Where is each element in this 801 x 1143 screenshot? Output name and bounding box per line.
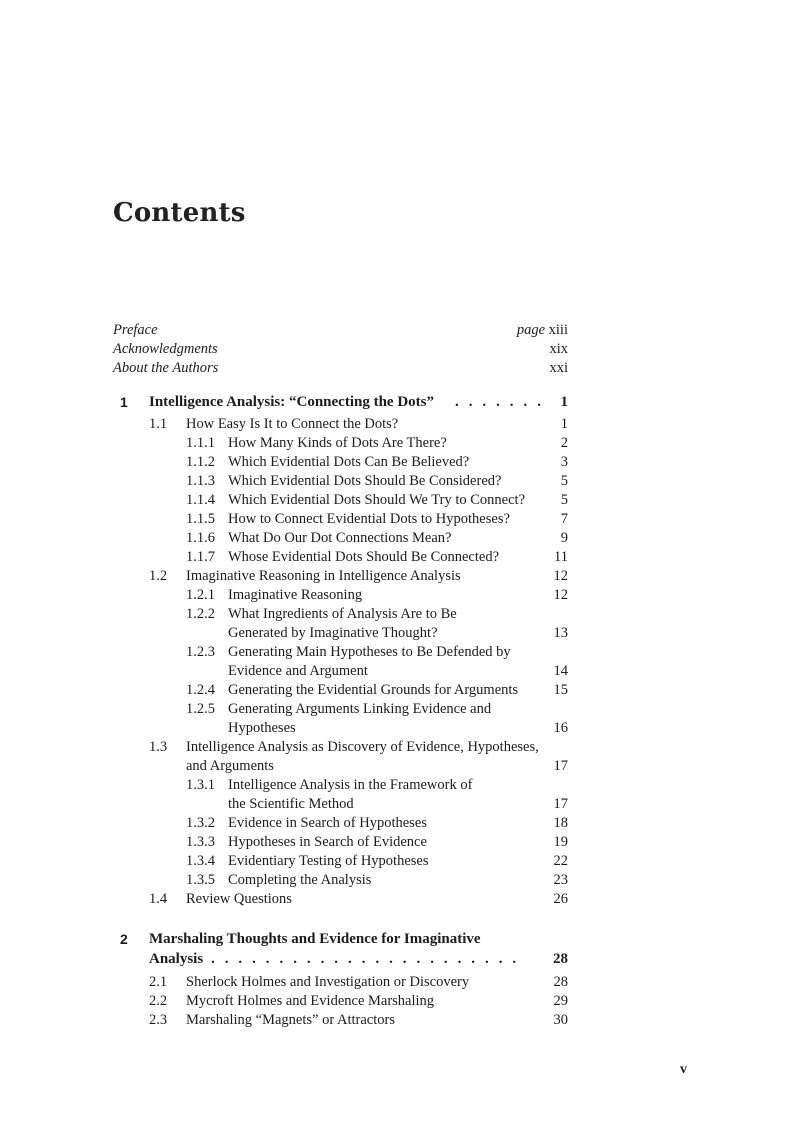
toc-entry-title: Whose Evidential Dots Should Be Connected?	[228, 549, 500, 565]
toc-section[interactable]	[0, 973, 801, 992]
toc-entry-continuation[interactable]	[0, 757, 801, 776]
toc-subsection[interactable]	[0, 453, 801, 472]
toc-subsection[interactable]	[0, 776, 801, 795]
toc-entry-title: How to Connect Evidential Dots to Hypotheses?	[228, 511, 510, 527]
toc-subsection[interactable]	[0, 700, 801, 719]
toc-entry-continuation[interactable]	[0, 624, 801, 643]
toc-entry-title: Mycroft Holmes and Evidence Marshaling	[186, 993, 435, 1009]
page-prefix: page	[516, 322, 546, 338]
toc-entry-number: 1.1.3	[186, 473, 215, 489]
toc-subsection[interactable]	[0, 434, 801, 453]
toc-entry-number: 1.3.3	[186, 834, 215, 850]
toc-entry-page: 17	[553, 758, 568, 774]
toc-entry-title: About the Authors	[113, 360, 219, 376]
toc-entry-page: 12	[553, 568, 568, 584]
toc-entry-page: 14	[553, 663, 568, 679]
toc-entry-number: 1.3.4	[186, 853, 215, 869]
toc-entry-number: 1.2	[149, 568, 168, 584]
toc-entry-number: 2.1	[149, 974, 168, 990]
toc-entry-page: 15	[553, 682, 568, 698]
toc-subsection[interactable]	[0, 814, 801, 833]
page-title: Contents	[113, 198, 246, 228]
toc-entry-page: 7	[560, 511, 568, 527]
toc-entry-title: How Many Kinds of Dots Are There?	[228, 435, 447, 451]
toc-section[interactable]	[0, 738, 801, 757]
toc-entry-page: 18	[553, 815, 568, 831]
toc-subsection[interactable]	[0, 529, 801, 548]
toc-entry-continuation[interactable]	[0, 662, 801, 681]
toc-subsection[interactable]	[0, 586, 801, 605]
toc-entry-title: Generating Arguments Linking Evidence and	[228, 701, 492, 717]
toc-section[interactable]	[0, 992, 801, 1011]
toc-entry-page: 1	[560, 416, 568, 432]
toc-entry-number: 1.1.7	[186, 549, 215, 565]
toc-entry-page: 11	[554, 549, 568, 565]
toc-subsection[interactable]	[0, 510, 801, 529]
chapter-title-line-1: Marshaling Thoughts and Evidence for Imaginative	[149, 931, 481, 947]
toc-subsection[interactable]	[0, 548, 801, 567]
toc-entry-page: xxi	[549, 360, 568, 376]
toc-entry-page: 13	[553, 625, 568, 641]
toc-entry-title: What Do Our Dot Connections Mean?	[228, 530, 452, 546]
toc-entry-title-line-2: the Scientific Method	[228, 796, 354, 812]
dot-leader: . . . . . . .	[455, 394, 545, 410]
toc-entry-number: 1.1	[149, 416, 168, 432]
toc-entry-page: 16	[553, 720, 568, 736]
toc-entry-number: 2.3	[149, 1012, 168, 1028]
toc-entry-title: Intelligence Analysis as Discovery of Evidence, Hypotheses,	[186, 739, 539, 755]
toc-entry-number: 1.2.3	[186, 644, 215, 660]
toc-about-authors[interactable]	[113, 359, 568, 378]
toc-subsection[interactable]	[0, 833, 801, 852]
toc-entry-page: 22	[553, 853, 568, 869]
toc-entry-title-line-2: Evidence and Argument	[228, 663, 368, 679]
toc-entry-title: Which Evidential Dots Should We Try to Connect?	[228, 492, 526, 508]
toc-entry-number: 1.2.5	[186, 701, 215, 717]
toc-entry-title: Evidence in Search of Hypotheses	[228, 815, 427, 831]
toc-entry-title: Sherlock Holmes and Investigation or Discovery	[186, 974, 470, 990]
toc-entry-page: 28	[553, 974, 568, 990]
toc-entry-title: What Ingredients of Analysis Are to Be	[228, 606, 457, 622]
toc-subsection[interactable]	[0, 852, 801, 871]
toc-entry-title-line-2: and Arguments	[186, 758, 274, 774]
toc-entry-title: Generating Main Hypotheses to Be Defended by	[228, 644, 511, 660]
toc-entry-number: 1.2.2	[186, 606, 215, 622]
toc-entry-number: 1.4	[149, 891, 168, 907]
toc-entry-page: 5	[560, 473, 568, 489]
toc-entry-page: 23	[553, 872, 568, 888]
toc-entry-page: 30	[553, 1012, 568, 1028]
toc-entry-title: Review Questions	[186, 891, 292, 907]
toc-entry-title: Imaginative Reasoning	[228, 587, 363, 603]
toc-entry-page: 17	[553, 796, 568, 812]
toc-entry-title: How Easy Is It to Connect the Dots?	[186, 416, 399, 432]
toc-entry-number: 1.3.2	[186, 815, 215, 831]
toc-entry-page: 9	[560, 530, 568, 546]
toc-entry-page: 26	[553, 891, 568, 907]
toc-entry-title: Imaginative Reasoning in Intelligence Analysis	[186, 568, 461, 584]
toc-entry-page: 29	[553, 993, 568, 1009]
toc-entry-number: 2.2	[149, 993, 168, 1009]
toc-section[interactable]	[0, 415, 801, 434]
toc-subsection[interactable]	[0, 681, 801, 700]
toc-entry-page: 5	[560, 492, 568, 508]
toc-entry-title: Completing the Analysis	[228, 872, 372, 888]
toc-entry-page: 3	[560, 454, 568, 470]
toc-entry-title: Generating the Evidential Grounds for Arguments	[228, 682, 519, 698]
toc-entry-page: xiii	[548, 322, 568, 338]
toc-entry-number: 1.3.1	[186, 777, 215, 793]
toc-subsection[interactable]	[0, 491, 801, 510]
toc-entry-number: 1.1.4	[186, 492, 215, 508]
toc-subsection[interactable]	[0, 605, 801, 624]
dot-leader: . . . . . . . . . . . . . . . . . . . . . . .	[211, 951, 520, 967]
toc-entry-title: Which Evidential Dots Should Be Considered?	[228, 473, 502, 489]
chapter-number: 1	[120, 394, 128, 410]
toc-entry-number: 1.2.1	[186, 587, 215, 603]
toc-section[interactable]	[0, 890, 801, 909]
toc-entry-title-line-2: Generated by Imaginative Thought?	[228, 625, 438, 641]
toc-entry-number: 1.3.5	[186, 872, 215, 888]
toc-entry-page: 2	[560, 435, 568, 451]
toc-entry-title: Acknowledgments	[113, 341, 218, 357]
toc-entry-title: Which Evidential Dots Can Be Believed?	[228, 454, 470, 470]
toc-entry-number: 1.3	[149, 739, 168, 755]
chapter-number: 2	[120, 931, 128, 947]
toc-section[interactable]	[0, 1011, 801, 1030]
toc-entry-title: Intelligence Analysis in the Framework of	[228, 777, 473, 793]
toc-entry-title-line-2: Hypotheses	[228, 720, 296, 736]
toc-subsection[interactable]	[0, 643, 801, 662]
toc-entry-title: Hypotheses in Search of Evidence	[228, 834, 427, 850]
toc-subsection[interactable]	[0, 472, 801, 491]
toc-entry-page: 19	[553, 834, 568, 850]
toc-entry-continuation[interactable]	[0, 719, 801, 738]
chapter-title-line-2: Analysis	[149, 951, 204, 967]
toc-entry-continuation[interactable]	[0, 795, 801, 814]
chapter-page: 1	[560, 394, 568, 410]
toc-acknowledgments[interactable]	[113, 340, 568, 359]
chapter-page: 28	[553, 951, 568, 967]
toc-entry-number: 1.1.1	[186, 435, 215, 451]
page-folio: v	[680, 1062, 687, 1077]
toc-entry-page: xix	[549, 341, 568, 357]
toc-entry-number: 1.1.5	[186, 511, 215, 527]
chapter-title: Intelligence Analysis: “Connecting the Dots”	[149, 394, 434, 410]
toc-entry-number: 1.2.4	[186, 682, 215, 698]
toc-entry-title: Evidentiary Testing of Hypotheses	[228, 853, 429, 869]
toc-entry-page: 12	[553, 587, 568, 603]
toc-subsection[interactable]	[0, 871, 801, 890]
toc-entry-number: 1.1.6	[186, 530, 215, 546]
toc-entry-number: 1.1.2	[186, 454, 215, 470]
toc-entry-title: Marshaling “Magnets” or Attractors	[186, 1012, 395, 1028]
toc-entry-title: Preface	[113, 322, 158, 338]
toc-preface[interactable]	[113, 321, 568, 340]
toc-section[interactable]	[0, 567, 801, 586]
